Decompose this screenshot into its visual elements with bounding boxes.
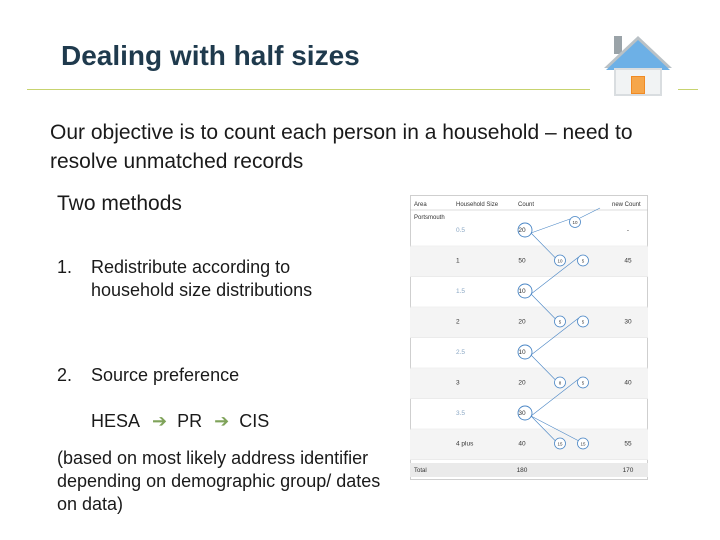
table-total-count: 180 — [516, 467, 528, 474]
bubble-value: 10 — [572, 219, 578, 225]
table-size: 2.5 — [456, 349, 466, 356]
table-size: 3 — [456, 379, 460, 387]
table-new-count: 45 — [624, 257, 632, 265]
methods-heading: Two methods — [57, 192, 182, 215]
method-text: Source preference — [91, 365, 240, 385]
source-hesa: HESA — [91, 411, 141, 431]
table-new-count: - — [626, 227, 630, 234]
table-size: 1 — [456, 257, 460, 265]
table-row-bg — [410, 369, 648, 400]
table-count: 20 — [518, 227, 526, 234]
source-pr: PR — [177, 411, 203, 431]
table-size: 2 — [456, 318, 460, 326]
table-new-count: 40 — [624, 379, 632, 387]
table-size: 1.5 — [456, 288, 466, 295]
arrow-right-icon: ➔ — [214, 411, 230, 431]
bubble-value: 5 — [558, 319, 562, 325]
slide-title: Dealing with half sizes — [61, 40, 360, 71]
bubble-value: 10 — [557, 258, 563, 264]
table-count: 40 — [518, 440, 526, 448]
table-count: 10 — [518, 288, 526, 295]
source-chain — [91, 411, 269, 432]
table-size: 3.5 — [456, 410, 466, 417]
source-cis: CIS — [239, 411, 270, 431]
table-new-count: 55 — [624, 440, 632, 448]
bubble-value: 5 — [581, 319, 585, 325]
method-text: Redistribute according to household size distributions — [91, 257, 313, 300]
table-count: 10 — [518, 349, 526, 356]
table-header: Count — [518, 202, 535, 208]
bubble-value: 5 — [581, 258, 585, 264]
table-row-bg — [410, 430, 648, 461]
table-size: 4 plus — [456, 440, 474, 448]
table-header: Household Size — [456, 202, 499, 208]
table-count: 50 — [518, 257, 526, 265]
table-header: new Count — [612, 202, 641, 208]
table-new-count: 30 — [624, 318, 632, 326]
table-size: 0.5 — [456, 227, 466, 234]
table-count: 20 — [518, 318, 526, 326]
table-header: Area — [414, 202, 427, 208]
table-total-label: Total — [414, 468, 427, 474]
home-icon[interactable] — [600, 30, 676, 100]
table-row-bg — [410, 247, 648, 278]
table-count: 20 — [518, 379, 526, 387]
table-total-new: 170 — [622, 467, 634, 474]
bubble-value: 15 — [580, 441, 586, 447]
method-number: 2. — [57, 365, 73, 385]
redistribution-table-image — [410, 195, 648, 480]
table-area: Portsmouth — [414, 215, 445, 221]
arrow-right-icon: ➔ — [152, 411, 168, 431]
method-number: 1. — [57, 257, 73, 277]
title-divider — [27, 89, 590, 90]
table-count: 30 — [518, 410, 526, 417]
objective-text: Our objective is to count each person in a household – need to resolve unmatched records — [50, 121, 633, 173]
table-row-bg — [410, 308, 648, 339]
table-total-bg — [410, 463, 648, 477]
note-text: (based on most likely address identifier depending on demographic group/ dates on data) — [57, 448, 381, 514]
bubble-value: 5 — [581, 380, 585, 386]
title-divider-right — [678, 89, 698, 90]
bubble-value: 15 — [557, 441, 563, 447]
bubble-value: 8 — [558, 380, 562, 386]
